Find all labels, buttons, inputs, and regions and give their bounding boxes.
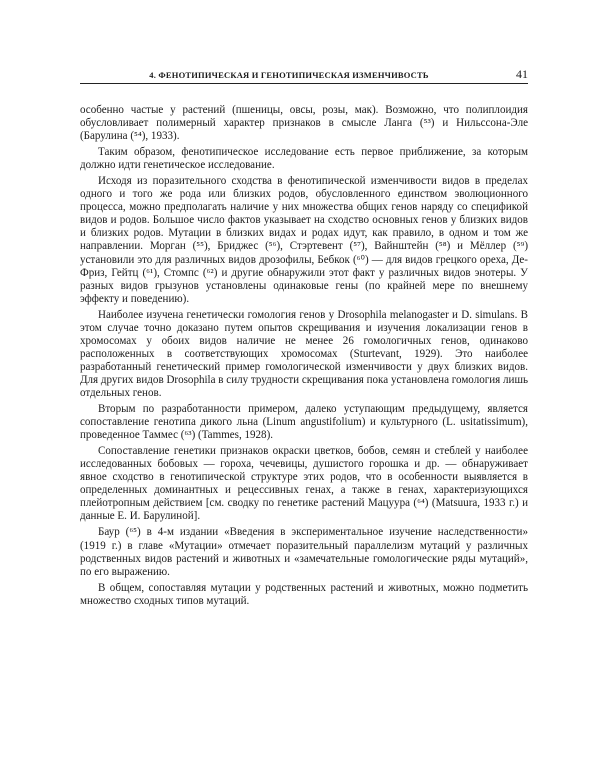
running-head	[80, 67, 528, 84]
paragraph-8: В общем, сопоставляя мутации у родственных растений и животных, можно подметить множество сходных типов мутаций.	[80, 581, 528, 607]
body-text	[80, 104, 528, 611]
paragraph-5: Вторым по разработанности примером, далеко уступающим предыдущему, является сопоставление генотипа дикого льна (Linum angustifolium) и культурного (L. usitatissimum), проведенное Таммес (⁶³) (Tammes, 1928).	[80, 403, 528, 442]
chapter-title: 4. ФЕНОТИПИЧЕСКАЯ И ГЕНОТИПИЧЕСКАЯ ИЗМЕНЧИВОСТЬ	[149, 70, 429, 80]
paragraph-3: Исходя из поразительного сходства в фенотипической изменчивости видов в пределах одного и того же рода или близких родов, обусловленного единством эволюционного процесса, можно предполагать наличие у них множества общих генов наряду со спецификой видов и родов. Большое число фактов указывает на сходство основных генов у близких видов и близких родов. Мутации в близких видах и родах идут, как правило, в одном и том же направлении. Морган (⁵⁵), Бриджес (⁵⁶), Стэртевент (⁵⁷), Вайнштейн (⁵⁸) и Мёллер (⁵⁹) установили это для различных видов дрозофилы, Бебкок (⁶⁰) — для видов грецкого ореха, Де-Фриз, Гейтц (⁶¹), Стомпс (⁶²) и другие обнаружили этот факт у различных видов энотеры. У разных видов грызунов установлены одинаковые гены (по крайней мере по внешнему эффекту и поведению).	[80, 175, 528, 305]
paragraph-6: Сопоставление генетики признаков окраски цветков, бобов, семян и стеблей у наиболее исследованных бобовых — гороха, чечевицы, душистого горошка и др. — обнаруживает явное сходство в генотипической структуре этих родов, что в особенности выявляется в определенных доминантных и рецессивных генах, а также в генах, характеризующихся плейотропным действием [см. сводку по генетике растений Мацуура (⁶⁴) (Matsuura, 1933 г.) и данные Е. И. Барулиной].	[80, 445, 528, 523]
paragraph-1: особенно частые у растений (пшеницы, овсы, розы, мак). Возможно, что полиплоидия обусловливает полимерный характер признаков в смысле Ланга (⁵³) и Нильссона-Эле (Барулина (⁵⁴), 1933).	[80, 104, 528, 143]
paragraph-2: Таким образом, фенотипическое исследование есть первое приближение, за которым должно идти генетическое исследование.	[80, 146, 528, 172]
page-number: 41	[516, 67, 528, 81]
paragraph-7: Баур (⁶⁵) в 4-м издании «Введения в экспериментальное изучение наследственности» (1919 г.) в главе «Мутации» отмечает поразительный параллелизм мутаций у различных родственных видов растений и животных и «замечательные гомологические ряды мутаций», по его выражению.	[80, 526, 528, 578]
paragraph-4: Наиболее изучена генетически гомология генов у Drosophila melanogaster и D. simulans. В этом случае точно доказано путем опытов скрещивания и изучения локализации генов в хромосомах у обоих видов наличие не менее 26 гомологичных генов, одинаково расположенных в соответствующих хромосомах (Sturtevant, 1929). Это наиболее разработанный генетический пример гомологической изменчивости у двух близких видов. Для других видов Drosophila в силу трудности скрещивания пока установлена гомология лишь отдельных генов.	[80, 308, 528, 399]
